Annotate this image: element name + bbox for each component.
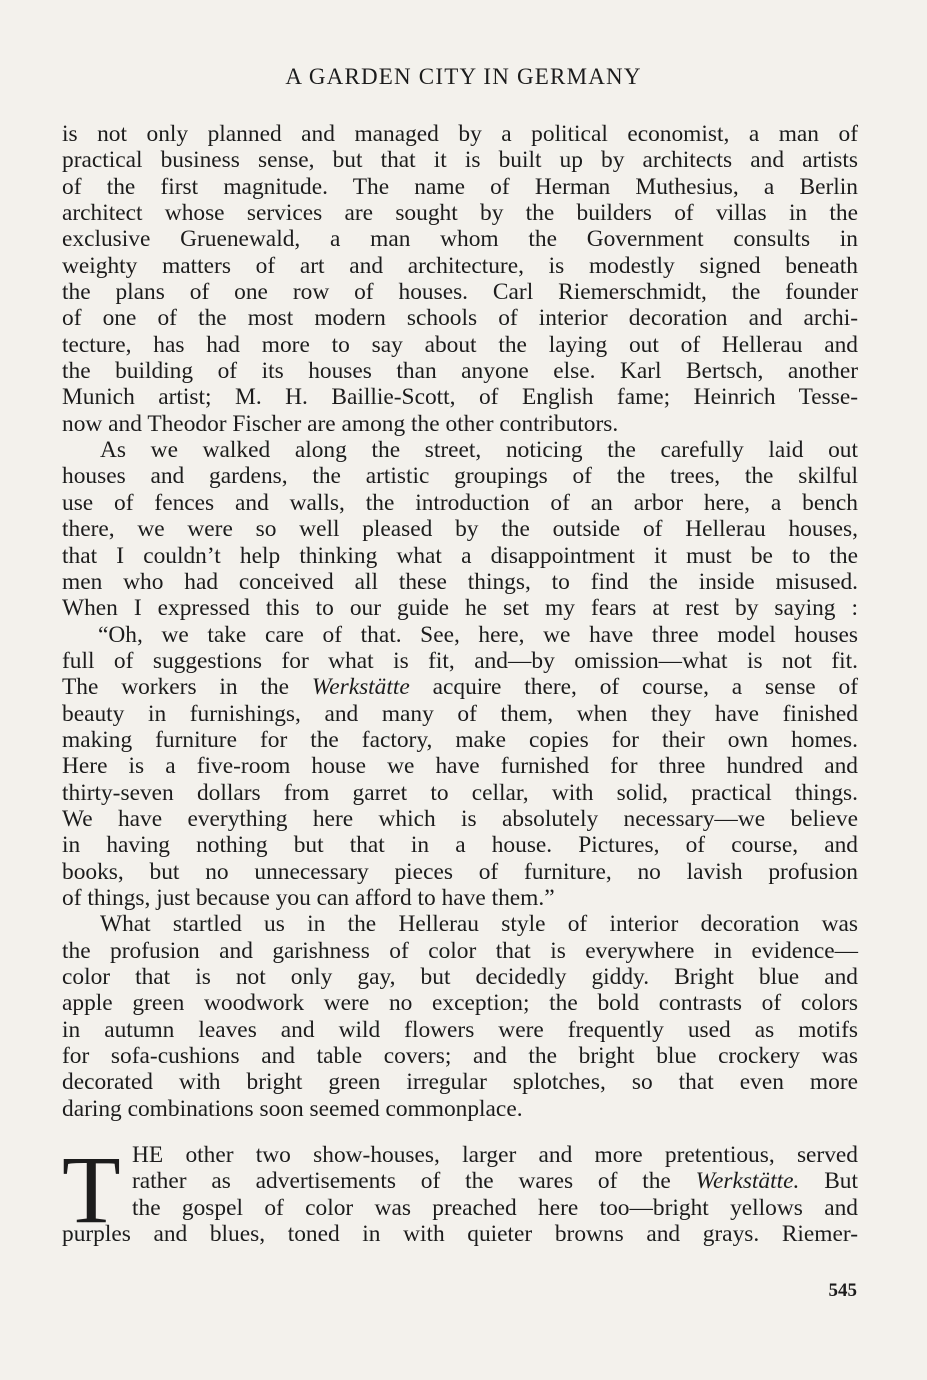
paragraph-5	[62, 1136, 858, 1248]
text-line: the building of its houses than anyone else. Karl Bertsch, another	[62, 358, 858, 385]
text-line: the profusion and garishness of color that is everywhere in evidence—	[62, 937, 858, 964]
text-line: books, but no unnecessary pieces of furniture, no lavish profusion	[62, 858, 858, 885]
text-line: weighty matters of art and architecture, is modestly signed beneath	[62, 252, 858, 279]
text-fragment: acquire there, of course, a sense of	[409, 674, 859, 701]
text-line: tecture, has had more to say about the laying out of Hellerau and	[62, 331, 858, 358]
text-line: is not only planned and managed by a political economist, a man of	[62, 121, 858, 147]
text-line: full of suggestions for what is fit, and—by omission—what is not fit.	[62, 647, 858, 674]
text-line: beauty in furnishings, and many of them, when they have finished	[62, 700, 858, 727]
text-fragment: rather as advertisements of the wares of the	[132, 1168, 696, 1195]
text-line: use of fences and walls, the introduction of an arbor here, a bench	[62, 489, 858, 516]
text-line: We have everything here which is absolutely necessary—we believe	[62, 805, 858, 832]
text-line	[62, 1168, 858, 1194]
text-line: of one of the most modern schools of interior decoration and archi-	[62, 305, 858, 332]
italic-term: Werkstätte	[311, 674, 410, 701]
paragraph-3	[62, 622, 858, 912]
text-line	[62, 674, 858, 700]
text-line: thirty-seven dollars from garret to cellar, with solid, practical things.	[62, 779, 858, 806]
text-line: Here is a five-room house we have furnished for three hundred and	[62, 753, 858, 780]
text-line: of things, just because you can afford to have them.”	[62, 884, 555, 911]
running-head: A GARDEN CITY IN GERMANY	[285, 64, 642, 89]
text-line: As we walked along the street, noticing the carefully laid out	[100, 437, 858, 464]
text-line: now and Theodor Fischer are among the other contributors.	[62, 410, 619, 437]
text-line: Munich artist; M. H. Baillie-Scott, of English fame; Heinrich Tesse-	[62, 384, 858, 411]
text-fragment: The workers in the	[62, 674, 312, 701]
text-line: of the first magnitude. The name of Herman Muthesius, a Berlin	[62, 173, 858, 200]
text-line: When I expressed this to our guide he set my fears at rest by saying :	[62, 595, 858, 622]
text-line: the plans of one row of houses. Carl Riemerschmidt, the founder	[62, 279, 858, 306]
text-line: that I couldn’t help thinking what a disappointment it must be to the	[62, 542, 858, 569]
text-line: decorated with bright green irregular splotches, so that even more	[62, 1069, 858, 1096]
text-line: exclusive Gruenewald, a man whom the Government consults in	[62, 226, 858, 253]
text-fragment: But	[799, 1168, 858, 1195]
text-line: in autumn leaves and wild flowers were frequently used as motifs	[62, 1016, 858, 1043]
text-line: What startled us in the Hellerau style of interior decoration was	[100, 911, 858, 938]
text-line: there, we were so well pleased by the outside of Hellerau houses,	[62, 516, 858, 543]
text-line: practical business sense, but that it is built up by architects and artists	[62, 147, 858, 174]
text-line: for sofa-cushions and table covers; and the bright blue crockery was	[62, 1043, 858, 1070]
body-text	[62, 121, 858, 1247]
drop-cap: T	[62, 1136, 121, 1243]
text-line: architect whose services are sought by the builders of villas in the	[62, 200, 858, 227]
text-line: color that is not only gay, but decidedly giddy. Bright blue and	[62, 964, 858, 990]
text-line: HE other two show-houses, larger and more pretentious, served	[132, 1142, 858, 1169]
paragraph-4	[62, 911, 858, 1122]
paragraph-2	[62, 437, 858, 621]
text-line: purples and blues, toned in with quieter browns and grays. Riemer-	[62, 1221, 858, 1248]
text-line: houses and gardens, the artistic groupings of the trees, the skilful	[62, 463, 858, 490]
text-line: daring combinations soon seemed commonplace.	[62, 1095, 523, 1122]
text-line: the gospel of color was preached here too—bright yellows and	[132, 1194, 858, 1221]
text-line: “Oh, we take care of that. See, here, we have three model houses	[98, 621, 858, 648]
paragraph-1	[62, 121, 858, 437]
text-line: making furniture for the factory, make copies for their own homes.	[62, 726, 858, 753]
text-line: apple green woodwork were no exception; the bold contrasts of colors	[62, 990, 858, 1017]
italic-term: Werkstätte.	[695, 1168, 800, 1195]
section-gap	[62, 1122, 858, 1142]
text-line: men who had conceived all these things, to find the inside misused.	[62, 568, 858, 595]
text-line: in having nothing but that in a house. Pictures, of course, and	[62, 832, 858, 859]
page-number: 545	[828, 1280, 857, 1301]
